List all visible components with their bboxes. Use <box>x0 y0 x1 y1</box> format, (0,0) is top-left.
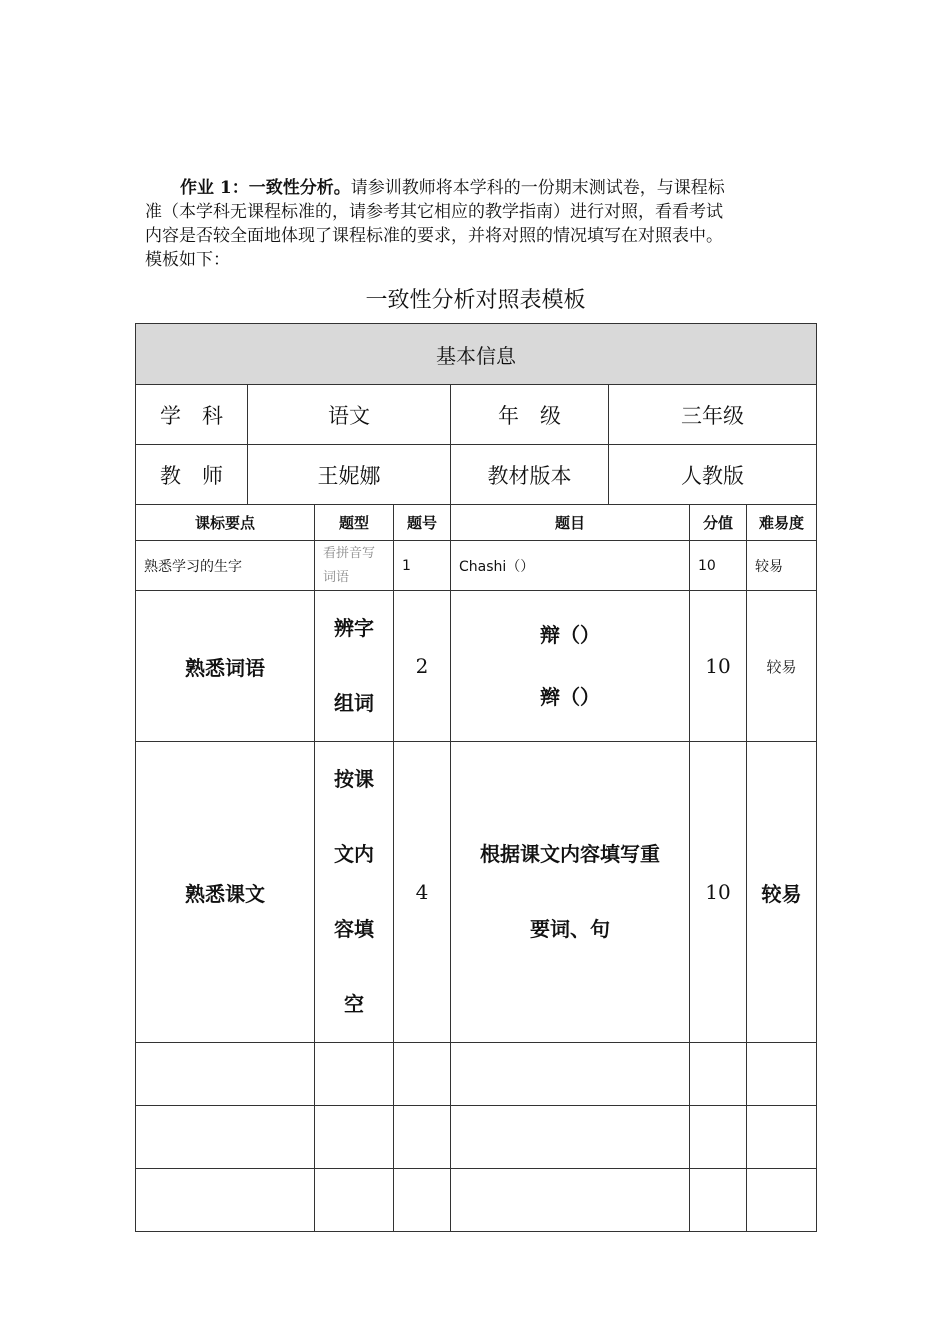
row-number: 2 <box>394 591 451 742</box>
intro-text-4: 模板如下： <box>145 250 230 270</box>
row-type: 看拼音写 词语 <box>315 541 394 591</box>
row-type: 辨字 组词 <box>315 591 394 742</box>
comparison-table <box>135 323 817 1232</box>
row-type: 按课 文内 容填 空 <box>315 742 394 1043</box>
row-question: 辩（） 辫（） <box>451 591 690 742</box>
intro-label: 作业 1：一致性分析。 <box>180 178 351 198</box>
row-number: 4 <box>394 742 451 1043</box>
subject-label: 学 科 <box>136 385 248 445</box>
col-header-question: 题目 <box>451 505 690 541</box>
table-row-empty <box>136 1043 817 1106</box>
row-question: Chashi（） <box>451 541 690 591</box>
table-row <box>136 541 817 591</box>
row-difficulty: 较易 <box>747 541 817 591</box>
col-header-type: 题型 <box>315 505 394 541</box>
intro-text-1: 请参训教师将本学科的一份期末测试卷，与课程标 <box>350 178 725 198</box>
edition-value: 人教版 <box>609 445 817 505</box>
intro-paragraph <box>145 176 805 272</box>
col-header-number: 题号 <box>394 505 451 541</box>
table-row-empty <box>136 1169 817 1232</box>
edition-label: 教材版本 <box>451 445 609 505</box>
teacher-label: 教 师 <box>136 445 248 505</box>
table-row <box>136 591 817 742</box>
subject-value: 语文 <box>248 385 451 445</box>
basic-info-header: 基本信息 <box>136 324 817 385</box>
col-header-difficulty: 难易度 <box>747 505 817 541</box>
row-point: 熟悉课文 <box>136 742 315 1043</box>
grade-label: 年 级 <box>451 385 609 445</box>
col-header-score: 分值 <box>690 505 747 541</box>
row-point: 熟悉学习的生字 <box>136 541 315 591</box>
col-header-point: 课标要点 <box>136 505 315 541</box>
row-score: 10 <box>690 591 747 742</box>
row-difficulty: 较易 <box>747 742 817 1043</box>
intro-text-3: 内容是否较全面地体现了课程标准的要求，并将对照的情况填写在对照表中。 <box>145 226 723 246</box>
row-score: 10 <box>690 742 747 1043</box>
row-point: 熟悉词语 <box>136 591 315 742</box>
intro-text-2: 准（本学科无课程标准的，请参考其它相应的教学指南）进行对照，看看考试 <box>145 202 723 222</box>
grade-value: 三年级 <box>609 385 817 445</box>
row-difficulty: 较易 <box>747 591 817 742</box>
row-score: 10 <box>690 541 747 591</box>
table-row <box>136 742 817 1043</box>
row-number: 1 <box>394 541 451 591</box>
table-row-empty <box>136 1106 817 1169</box>
teacher-value: 王妮娜 <box>248 445 451 505</box>
page-title: 一致性分析对照表模板 <box>365 288 586 313</box>
row-question: 根据课文内容填写重 要词、句 <box>451 742 690 1043</box>
